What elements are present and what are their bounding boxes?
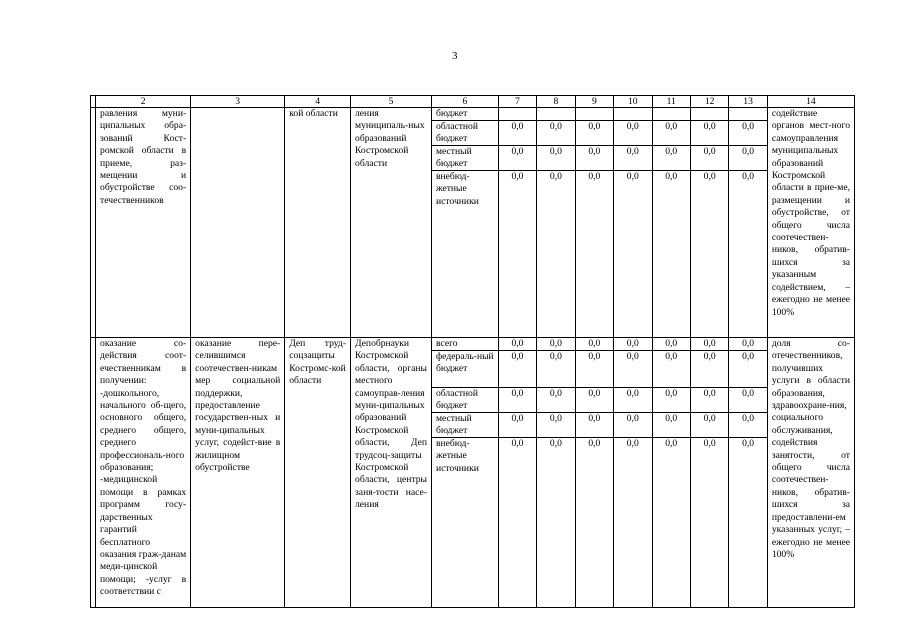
header-cell: 14 [767, 96, 854, 108]
amount-cell: 0,0 [588, 171, 601, 182]
funding-sources [431, 338, 498, 608]
amount-cell: 0,0 [729, 413, 766, 438]
responsible-executor: Деп труд-соцзащиты Костромс-кой области [285, 338, 351, 608]
source-label: областной бюджет [432, 388, 498, 413]
funding-col-7 [498, 338, 536, 608]
funding-col-9 [575, 338, 613, 608]
amount-cell: 0,0 [653, 413, 690, 438]
amount-cell: 0,0 [511, 438, 524, 449]
header-cell [91, 96, 96, 108]
source-label: бюджет [432, 108, 498, 121]
source-label: местный бюджет [432, 413, 498, 438]
funding-col-8 [537, 338, 575, 608]
amount-cell: 0,0 [537, 351, 574, 388]
header-cell: 13 [729, 96, 767, 108]
table-row [91, 108, 855, 338]
page-number: 3 [452, 50, 458, 62]
amount-cell: 0,0 [691, 338, 728, 351]
amount-cell: 0,0 [499, 338, 536, 351]
amount-cell: 0,0 [742, 438, 755, 449]
amount-cell: 0,0 [576, 388, 613, 413]
amount-cell: 0,0 [691, 351, 728, 388]
amount-cell: 0,0 [576, 351, 613, 388]
source-label: внебюд-жетные источники [435, 438, 479, 474]
amount-cell: 0,0 [614, 413, 651, 438]
source-label: внебюд-жетные источники [435, 171, 479, 207]
header-cell: 8 [537, 96, 575, 108]
amount-cell: 0,0 [626, 171, 639, 182]
funding-col-11 [652, 338, 690, 608]
header-cell: 5 [351, 96, 432, 108]
table-row [91, 338, 855, 608]
amount-cell: 0,0 [614, 351, 651, 388]
amount-cell: 0,0 [499, 146, 536, 171]
header-cell: 7 [498, 96, 536, 108]
amount-cell: 0,0 [653, 121, 690, 146]
amount-cell: 0,0 [653, 388, 690, 413]
amount-cell [576, 108, 613, 121]
header-cell: 10 [614, 96, 652, 108]
header-cell: 4 [285, 96, 351, 108]
amount-cell: 0,0 [614, 338, 651, 351]
amount-cell: 0,0 [499, 121, 536, 146]
amount-cell: 0,0 [729, 351, 766, 388]
source-label: федераль-ный бюджет [432, 351, 498, 388]
amount-cell: 0,0 [653, 338, 690, 351]
source-label: областной бюджет [432, 121, 498, 146]
amount-cell: 0,0 [653, 146, 690, 171]
program-table [90, 95, 855, 608]
amount-cell: 0,0 [588, 438, 601, 449]
responsible-executor: кой области [285, 108, 351, 338]
amount-cell: 0,0 [691, 121, 728, 146]
amount-cell: 0,0 [665, 171, 678, 182]
co-executors: Депобрнауки Костромской области, органы местного самоуправ-ления муни-ципальных образований Костромской области, Деп трудсоц-защиты Костромской области, центры заня-тости насе-ления [351, 338, 432, 608]
funding-col-10 [614, 108, 652, 338]
amount-cell: 0,0 [703, 171, 716, 182]
amount-cell: 0,0 [537, 146, 574, 171]
funding-col-13 [729, 108, 767, 338]
amount-cell: 0,0 [729, 388, 766, 413]
amount-cell [729, 108, 766, 121]
amount-cell: 0,0 [537, 121, 574, 146]
amount-cell: 0,0 [729, 146, 766, 171]
amount-cell: 0,0 [614, 146, 651, 171]
funding-col-8 [537, 108, 575, 338]
source-label: местный бюджет [432, 146, 498, 171]
amount-cell: 0,0 [537, 388, 574, 413]
activity-content [191, 108, 285, 338]
source-label: всего [432, 338, 498, 351]
header-cell: 11 [652, 96, 690, 108]
amount-cell [653, 108, 690, 121]
amount-cell: 0,0 [691, 146, 728, 171]
amount-cell: 0,0 [691, 413, 728, 438]
amount-cell: 0,0 [537, 338, 574, 351]
funding-col-7 [498, 108, 536, 338]
funding-col-11 [652, 108, 690, 338]
header-cell: 3 [191, 96, 285, 108]
amount-cell: 0,0 [691, 388, 728, 413]
activity-content: оказание пере-селившимся соотечествен-никам мер социальной поддержки, предоставление государствен-ных и муни-ципальных услуг, содейст-вие в жилищном обустройстве [191, 338, 285, 608]
amount-cell: 0,0 [499, 351, 536, 388]
amount-cell: 0,0 [653, 351, 690, 388]
funding-col-9 [575, 108, 613, 338]
amount-cell: 0,0 [703, 438, 716, 449]
amount-cell: 0,0 [576, 121, 613, 146]
amount-cell: 0,0 [576, 338, 613, 351]
amount-cell: 0,0 [511, 171, 524, 182]
header-cell: 6 [431, 96, 498, 108]
funding-col-12 [690, 108, 728, 338]
amount-cell: 0,0 [576, 413, 613, 438]
amount-cell: 0,0 [499, 388, 536, 413]
amount-cell: 0,0 [576, 146, 613, 171]
header-cell: 12 [690, 96, 728, 108]
amount-cell [499, 108, 536, 121]
funding-sources [431, 108, 498, 338]
header-cell: 2 [96, 96, 191, 108]
header-cell: 9 [575, 96, 613, 108]
amount-cell: 0,0 [729, 338, 766, 351]
target-indicator: доля со-отечественников, получивших услуги в области образования, здравоохране-ния, социального обслуживания, содействия занятости, от общего числа соотечествен-ников, обратив-шихся за предоставлени-ем указанных услуг, – ежегодно не менее 100% [767, 338, 854, 608]
amount-cell: 0,0 [665, 438, 678, 449]
amount-cell: 0,0 [549, 171, 562, 182]
funding-col-12 [690, 338, 728, 608]
amount-cell: 0,0 [742, 171, 755, 182]
funding-col-10 [614, 338, 652, 608]
header-row [91, 96, 855, 108]
activity-name: оказание со-действия соот-ечественникам в получении: -дошкольного, начального об-щего, основного общего, среднего общего, среднего профессиональ-ного образования; -медицинской помощи в рамках программ госу-дарственных гарантий бесплатного оказания граж-данам меди-цинской помощи; -услуг в соответствии с [96, 338, 191, 608]
funding-col-13 [729, 338, 767, 608]
amount-cell: 0,0 [614, 388, 651, 413]
activity-name: равления муни-ципальных обра-зований Кост-ромской области в приеме, раз-мещении и обустройстве соо-течественников [96, 108, 191, 338]
amount-cell: 0,0 [614, 121, 651, 146]
amount-cell: 0,0 [549, 438, 562, 449]
amount-cell [691, 108, 728, 121]
amount-cell: 0,0 [537, 413, 574, 438]
amount-cell: 0,0 [626, 438, 639, 449]
amount-cell: 0,0 [499, 413, 536, 438]
amount-cell [614, 108, 651, 121]
target-indicator: содействие органов мест-ного самоуправления муниципальных образований Костромской области в прие-ме, размещении и обустройстве, от общего числа соотечествен-ников, обратив-шихся за указанным содействием, – ежегодно не менее 100% [767, 108, 854, 338]
amount-cell: 0,0 [729, 121, 766, 146]
amount-cell [537, 108, 574, 121]
co-executors: ления муниципаль-ных образований Костромской области [351, 108, 432, 338]
